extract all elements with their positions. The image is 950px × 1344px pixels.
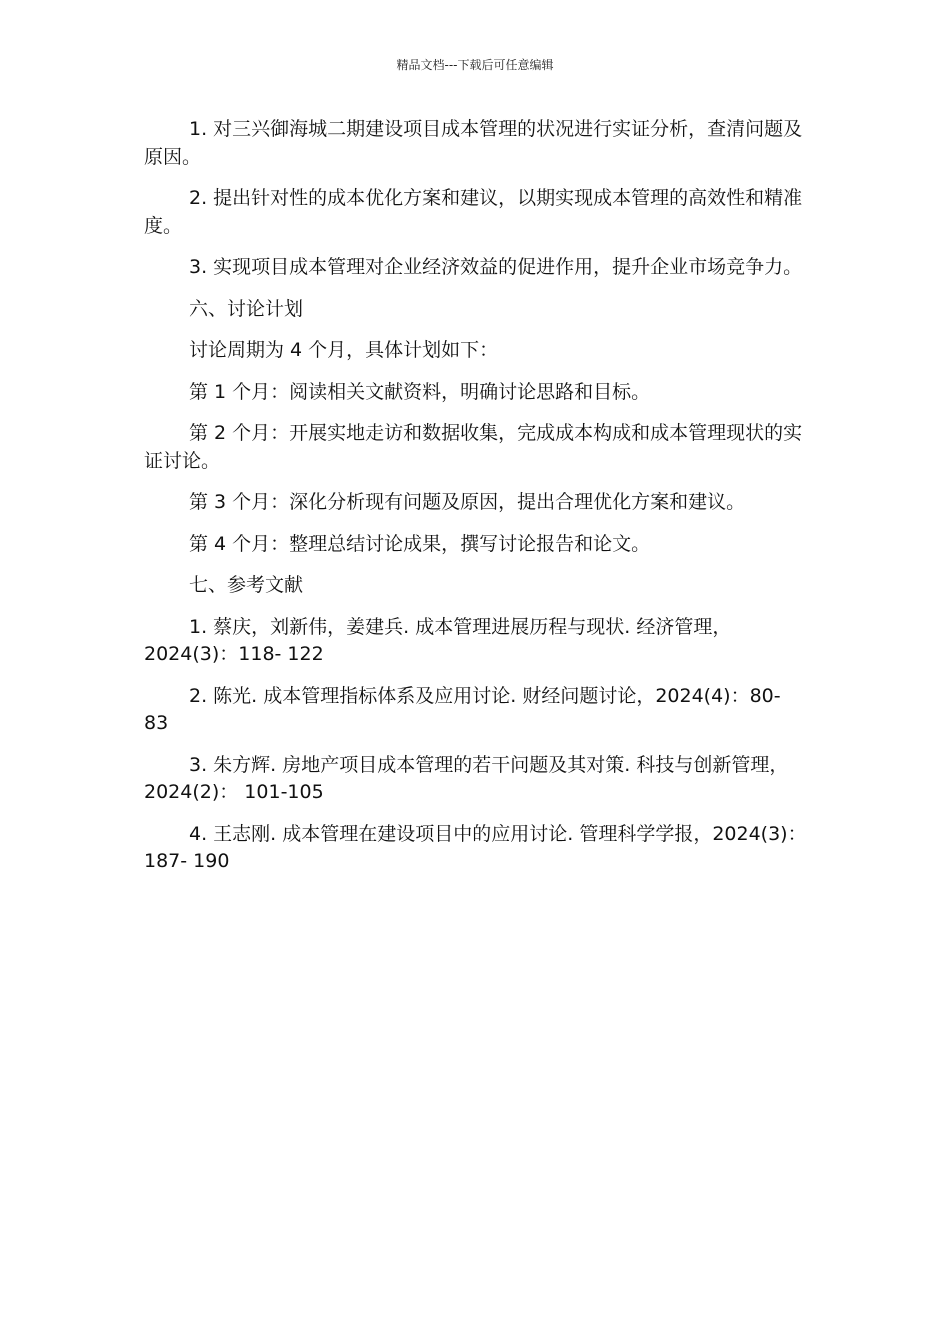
- reference-item-3: 3. 朱方辉. 房地产项目成本管理的若干问题及其对策. 科技与创新管理，2024(2)： 101-105: [144, 753, 789, 803]
- reference-item-2: 2. 陈光. 成本管理指标体系及应用讨论. 财经问题讨论，2024(4)：80- 83: [144, 684, 781, 734]
- plan-intro: 讨论周期为 4 个月，具体计划如下：: [189, 339, 499, 361]
- page-header: 精品文档---下载后可任意编辑: [396, 58, 554, 72]
- objective-item-1: 1. 对三兴御海城二期建设项目成本管理的状况进行实证分析，查清问题及原因。: [144, 118, 803, 168]
- section-heading-references: 七、参考文献: [189, 574, 304, 596]
- plan-month-1: 第 1 个月：阅读相关文献资料，明确讨论思路和目标。: [189, 380, 651, 403]
- document-body: [144, 116, 809, 890]
- reference-item-4: 4. 王志刚. 成本管理在建设项目中的应用讨论. 管理科学学报，2024(3)：187- 190: [144, 822, 807, 872]
- section-heading-plan: 六、讨论计划: [189, 297, 304, 320]
- objective-item-3: 3. 实现项目成本管理对企业经济效益的促进作用，提升企业市场竞争力。: [189, 256, 803, 278]
- plan-month-2: 第 2 个月：开展实地走访和数据收集，完成成本构成和成本管理现状的实证讨论。: [144, 422, 803, 472]
- plan-month-4: 第 4 个月：整理总结讨论成果，撰写讨论报告和论文。: [189, 532, 651, 555]
- objective-item-2: 2. 提出针对性的成本优化方案和建议，以期实现成本管理的高效性和精准度。: [144, 187, 803, 237]
- plan-month-3: 第 3 个月：深化分析现有问题及原因，提出合理优化方案和建议。: [189, 491, 746, 513]
- reference-item-1: 1. 蔡庆，刘新伟，姜建兵. 成本管理进展历程与现状. 经济管理，2024(3)：118- 122: [144, 615, 732, 665]
